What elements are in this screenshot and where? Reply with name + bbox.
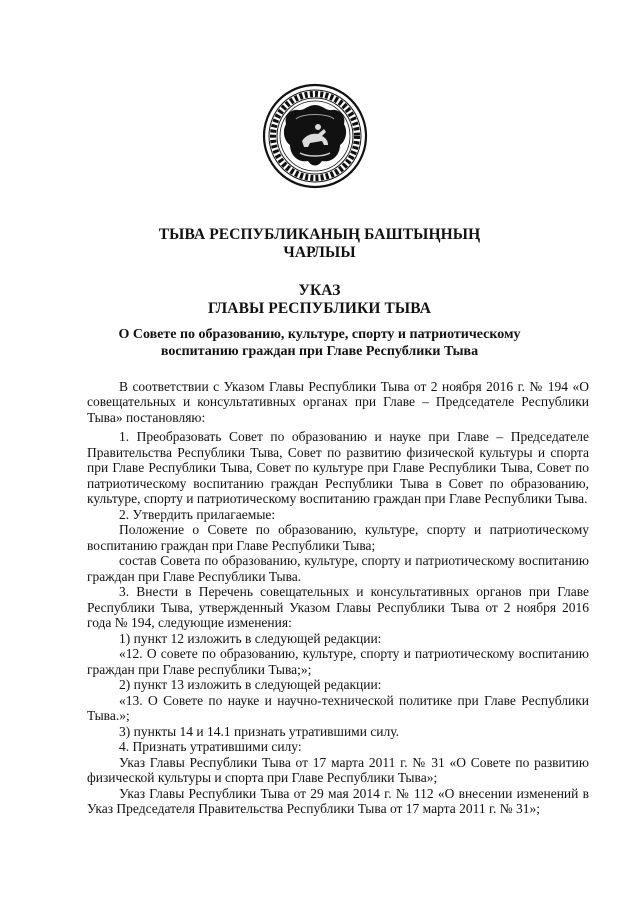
title-tuvan-line-1: ТЫВА РЕСПУБЛИКАНЫҢ БАШТЫҢНЫҢ bbox=[158, 226, 481, 243]
tuva-emblem-seal bbox=[262, 83, 368, 189]
clause-2-item-regulation: Положение о Совете по образованию, культуре, спорту и патриотическому воспитанию граждан при Главе Республики Тыва; bbox=[87, 522, 589, 553]
subject-line-1: О Совете по образованию, культуре, спорту и патриотическому bbox=[118, 327, 521, 342]
clause-3-subitem-2: 2) пункт 13 изложить в следующей редакции: bbox=[119, 677, 382, 692]
clause-1: 1. Преобразовать Совет по образованию и науке при Главе – Председателе Правительства Республики Тыва, Совет по развитию физической культуры и спорта при Главе Республики Тыва, Совет по культуре при Главе Республики Тыва, Совет по патриотическому воспитанию граждан Республики Тыва в Совет по образованию, культуре, спорту и патриотическому воспитанию граждан при Главе Республики Тыва. bbox=[87, 429, 589, 506]
issuer-heading: ГЛАВЫ РЕСПУБЛИКИ ТЫВА bbox=[208, 300, 431, 317]
decree-heading: УКАЗ bbox=[298, 282, 341, 299]
preamble-paragraph bbox=[87, 365, 589, 439]
clause-3: 3. Внести в Перечень совещательных и консультативных органов при Главе Республики Тыва, утвержденный Указом Главы Республики Тыва от 2 ноября 2016 года № 194, следующие изменения: bbox=[87, 584, 589, 630]
clause-4-item-1: Указ Главы Республики Тыва от 17 марта 2011 г. № 31 «О Совете по развитию физической культуры и спорта при Главе Республики Тыва»; bbox=[87, 754, 589, 785]
clause-4-item-2: Указ Главы Республики Тыва от 29 мая 2014 г. № 112 «О внесении изменений в Указ Председателя Правительства Республики Тыва от 17 марта 2011 г. № 31»; bbox=[87, 785, 589, 816]
decree-body bbox=[87, 429, 589, 817]
clause-4: 4. Признать утратившими силу: bbox=[119, 739, 302, 754]
clause-2-item-composition: состав Совета по образованию, культуре, спорту и патриотическому воспитанию граждан при Главе Республики Тыва. bbox=[87, 553, 589, 584]
clause-3-subitem-1-quote: «12. О совете по образованию, культуре, спорту и патриотическому воспитанию граждан при Главе республики Тыва;»; bbox=[87, 646, 589, 677]
title-tuvan-line-2: ЧАРЛЫЫ bbox=[283, 244, 356, 261]
clause-3-subitem-1: 1) пункт 12 изложить в следующей редакции: bbox=[119, 630, 382, 646]
clause-3-subitem-2-quote: «13. О Совете по науке и научно-технической политике при Главе Республики Тыва.»; bbox=[87, 692, 589, 723]
preamble-text: В соответствии с Указом Главы Республики Тыва от 2 ноября 2016 г. № 194 «О совещательных и консультативных органах при Главе – Председателе Республики Тыва» постановляю: bbox=[87, 378, 589, 425]
clause-3-subitem-3: 3) пункты 14 и 14.1 признать утратившими силу. bbox=[119, 723, 400, 739]
subject-line-2: воспитанию граждан при Главе Республики Тыва bbox=[160, 344, 479, 359]
clause-2: 2. Утвердить прилагаемые: bbox=[119, 506, 276, 522]
